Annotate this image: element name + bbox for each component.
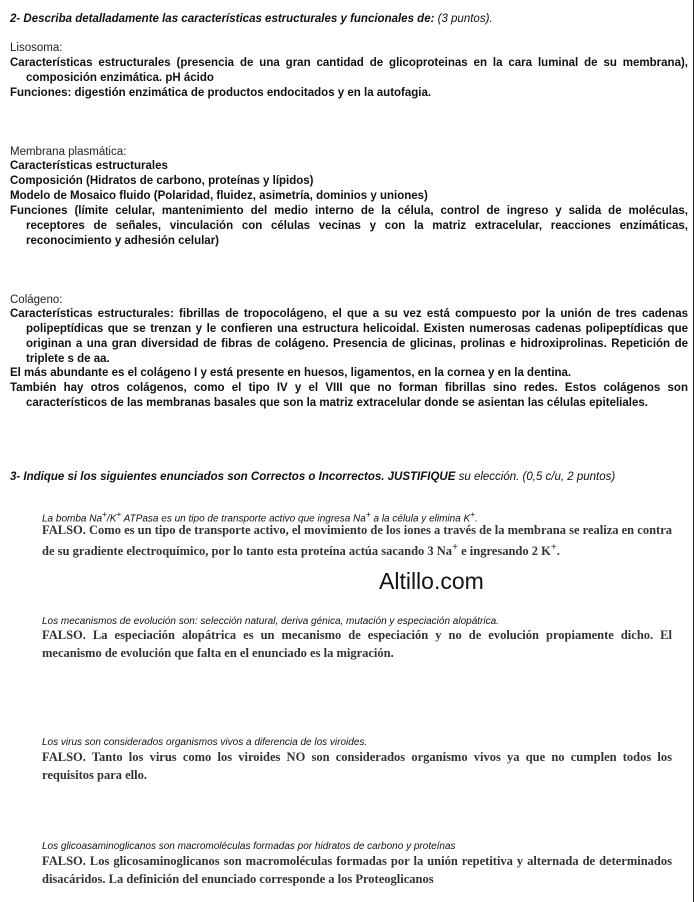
statement-4: Los glicoasaminoglicanos son macromoléculas formadas por hidratos de carbono y proteínas xyxy=(42,841,456,852)
answer-2: FALSO. La especiación alopátrica es un mecanismo de especiación y no de evolución propiamente dicho. El mecanismo de evolución que falta en el enunciado es la migración. xyxy=(42,628,672,660)
answer-4: FALSO. Los glicosaminoglicanos son macromoléculas formadas por la unión repetitiva y alternada de determinados disacáridos. La definición del enunciado corresponde a los Proteoglicanos xyxy=(42,854,672,886)
statement-3: Los virus son considerados organismos vivos a diferencia de los viroides. xyxy=(42,737,368,748)
lisosoma-estructurales: Características estructurales (presencia de una gran cantidad de glicoproteinas en la cara luminal de su membrana), composición enzimática. pH ácido xyxy=(10,57,688,84)
section-title-colageno: Colágeno: xyxy=(10,294,63,306)
page-border xyxy=(693,0,694,902)
question-2-title: 2- Describa detalladamente las características estructurales y funcionales de: xyxy=(10,13,435,25)
watermark-text: Altillo.com xyxy=(379,568,484,594)
question-3-title: 3- Indique si los siguientes enunciados son Correctos o Incorrectos. JUSTIFIQUE xyxy=(10,471,456,483)
statement-2: Los mecanismos de evolución son: selección natural, deriva génica, mutación y especiación alopátrica. xyxy=(42,616,499,627)
answer-3: FALSO. Tanto los virus como los viroides NO son considerados organismo vivos ya que no cumplen todos los requisitos para ello. xyxy=(42,750,672,782)
colageno-abundante: El más abundante es el colágeno I y está presente en huesos, ligamentos, en la cornea y en la dentina. xyxy=(10,367,572,379)
question-2-points: (3 puntos). xyxy=(434,13,493,25)
question-3-heading xyxy=(10,470,680,485)
question-3-points: su elección. (0,5 c/u, 2 puntos) xyxy=(455,471,616,483)
membrana-composicion: Composición (Hidratos de carbono, proteínas y lípidos) xyxy=(10,175,314,187)
question-2-heading xyxy=(10,12,493,27)
colageno-estructurales: Características estructurales: fibrillas de tropocolágeno, el que a su vez está compuesto por la unión de tres cadenas polipeptídicas que se trenzan y le confieren una estructura helicoidal. Existen numerosas cadenas polipeptídicas que originan a una gran diversidad de fibras de colágeno. Presencia de glicinas, prolinas e hidroxiprolinas. Repetición de triplete s de aa. xyxy=(10,308,688,365)
membrana-funciones: Funciones (límite celular, mantenimiento del medio interno de la célula, control de ingreso y salida de moléculas, receptores de señales, vinculación con células vecinas y con la matriz extracelular, reacciones enzimáticas, reconocimiento y adhesión celular) xyxy=(10,205,688,247)
section-title-lisosoma: Lisosoma: xyxy=(10,42,63,54)
section-title-membrana: Membrana plasmática: xyxy=(10,146,127,158)
colageno-otros: También hay otros colágenos, como el tipo IV y el VIII que no forman fibrillas sino redes. Estos colágenos son característicos de las membranas basales que son la matriz extracelular donde se asientan las células epiteliales. xyxy=(10,382,688,409)
membrana-modelo: Modelo de Mosaico fluido (Polaridad, fluidez, asimetría, dominios y uniones) xyxy=(10,190,428,202)
statement-1: La bomba Na+/K+ ATPasa es un tipo de transporte activo que ingresa Na+ a la célula y elimina K+. xyxy=(42,509,478,525)
membrana-estructurales: Características estructurales xyxy=(10,160,168,172)
lisosoma-funciones: Funciones: digestión enzimática de productos endocitados y en la autofagia. xyxy=(10,87,432,99)
answer-1: FALSO. Como es un tipo de transporte activo, el movimiento de los iones a través de la membrana se realiza en contra de su gradiente electroquímico, por lo tanto esta proteína actúa sacando 3 Na+ e ingresando 2 K+. xyxy=(42,523,672,559)
